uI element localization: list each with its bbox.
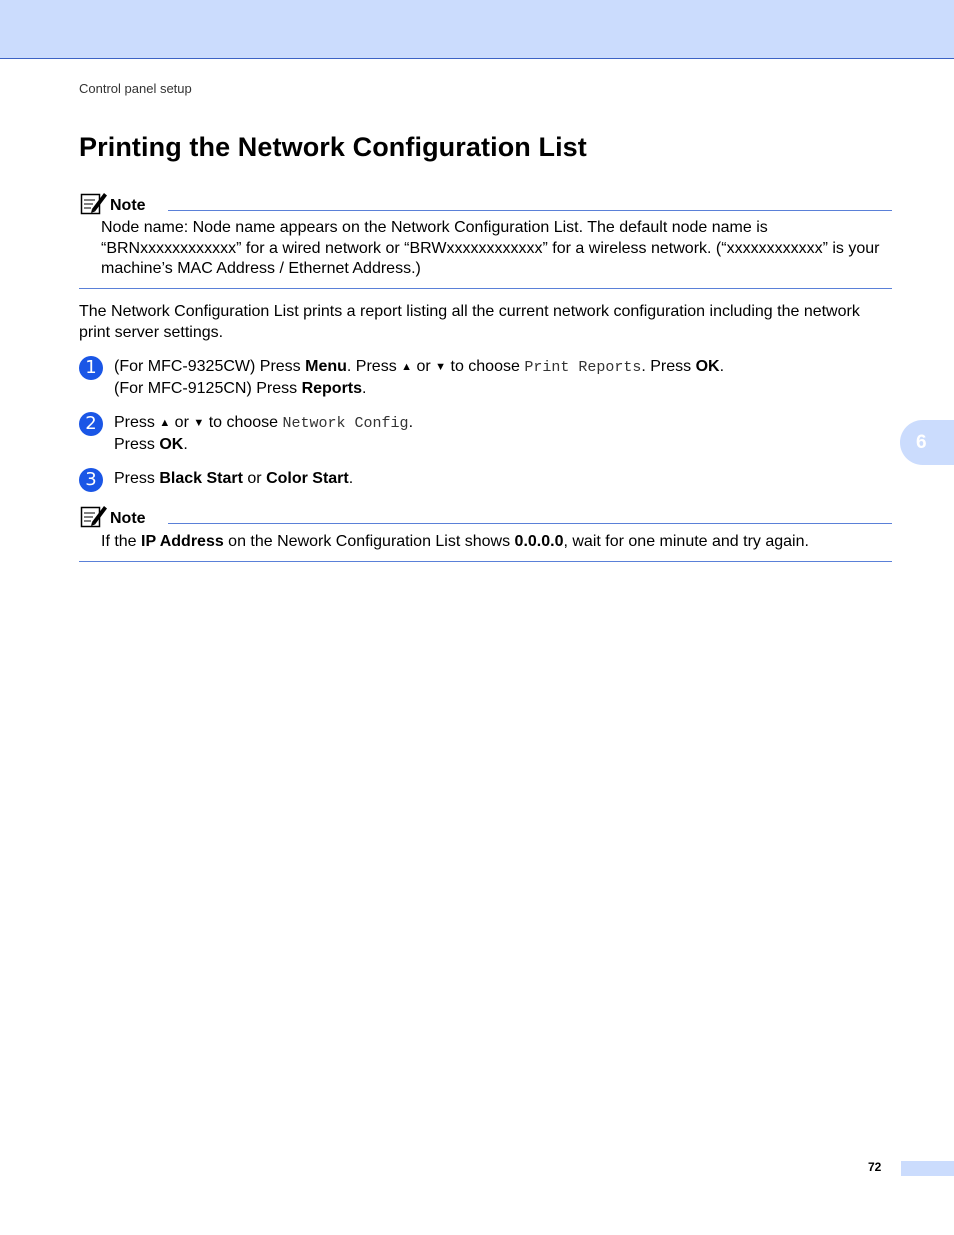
- lcd-text: Network Config: [282, 415, 409, 432]
- page-number-bar: [901, 1161, 954, 1176]
- step-text: Press Black Start or Color Start.: [114, 470, 354, 487]
- chapter-tab: 6: [900, 420, 954, 465]
- note-rule: [168, 210, 892, 211]
- note-bottom-rule: [79, 288, 892, 289]
- intro-paragraph: The Network Configuration List prints a report listing all the current network configuration including the network print server settings.: [79, 303, 860, 341]
- page-number: 72: [868, 1160, 882, 1174]
- step-number: 3: [79, 468, 103, 492]
- note-pencil-icon: [80, 503, 108, 529]
- note-label: Note: [110, 510, 146, 527]
- lcd-text: Print Reports: [524, 359, 642, 376]
- step-text: Press ▲ or ▼ to choose Network Config. Press OK.: [114, 414, 414, 453]
- down-arrow-icon: ▼: [193, 417, 205, 429]
- note-bottom-rule: [79, 561, 892, 562]
- up-arrow-icon: ▲: [401, 361, 413, 373]
- note-header: [80, 503, 892, 529]
- note-pencil-icon: [80, 190, 108, 216]
- step-text: (For MFC-9325CW) Press Menu. Press ▲ or ▼ to choose Print Reports. Press OK. (For MFC-9125CN) Press Reports.: [114, 358, 725, 397]
- note-label: Note: [110, 197, 146, 214]
- down-arrow-icon: ▼: [435, 361, 447, 373]
- header-bar: [0, 0, 954, 59]
- page-title: Printing the Network Configuration List: [79, 132, 587, 162]
- step-number: 1: [79, 356, 103, 380]
- note-rule: [168, 523, 892, 524]
- step-number: 2: [79, 412, 103, 436]
- note-text: Node name: Node name appears on the Network Configuration List. The default node name is “BRNxxxxxxxxxxxx” for a wired network or “BRWxxxxxxxxxxxx” for a wireless network. (“xxxxxxxxxxxx” is your machine’s MAC Address / Ethernet Address.): [101, 219, 880, 277]
- note-text: If the IP Address on the Nework Configuration List shows 0.0.0.0, wait for one minute and try again.: [101, 533, 809, 550]
- up-arrow-icon: ▲: [159, 417, 171, 429]
- note-header: [80, 190, 892, 216]
- breadcrumb: Control panel setup: [79, 81, 192, 96]
